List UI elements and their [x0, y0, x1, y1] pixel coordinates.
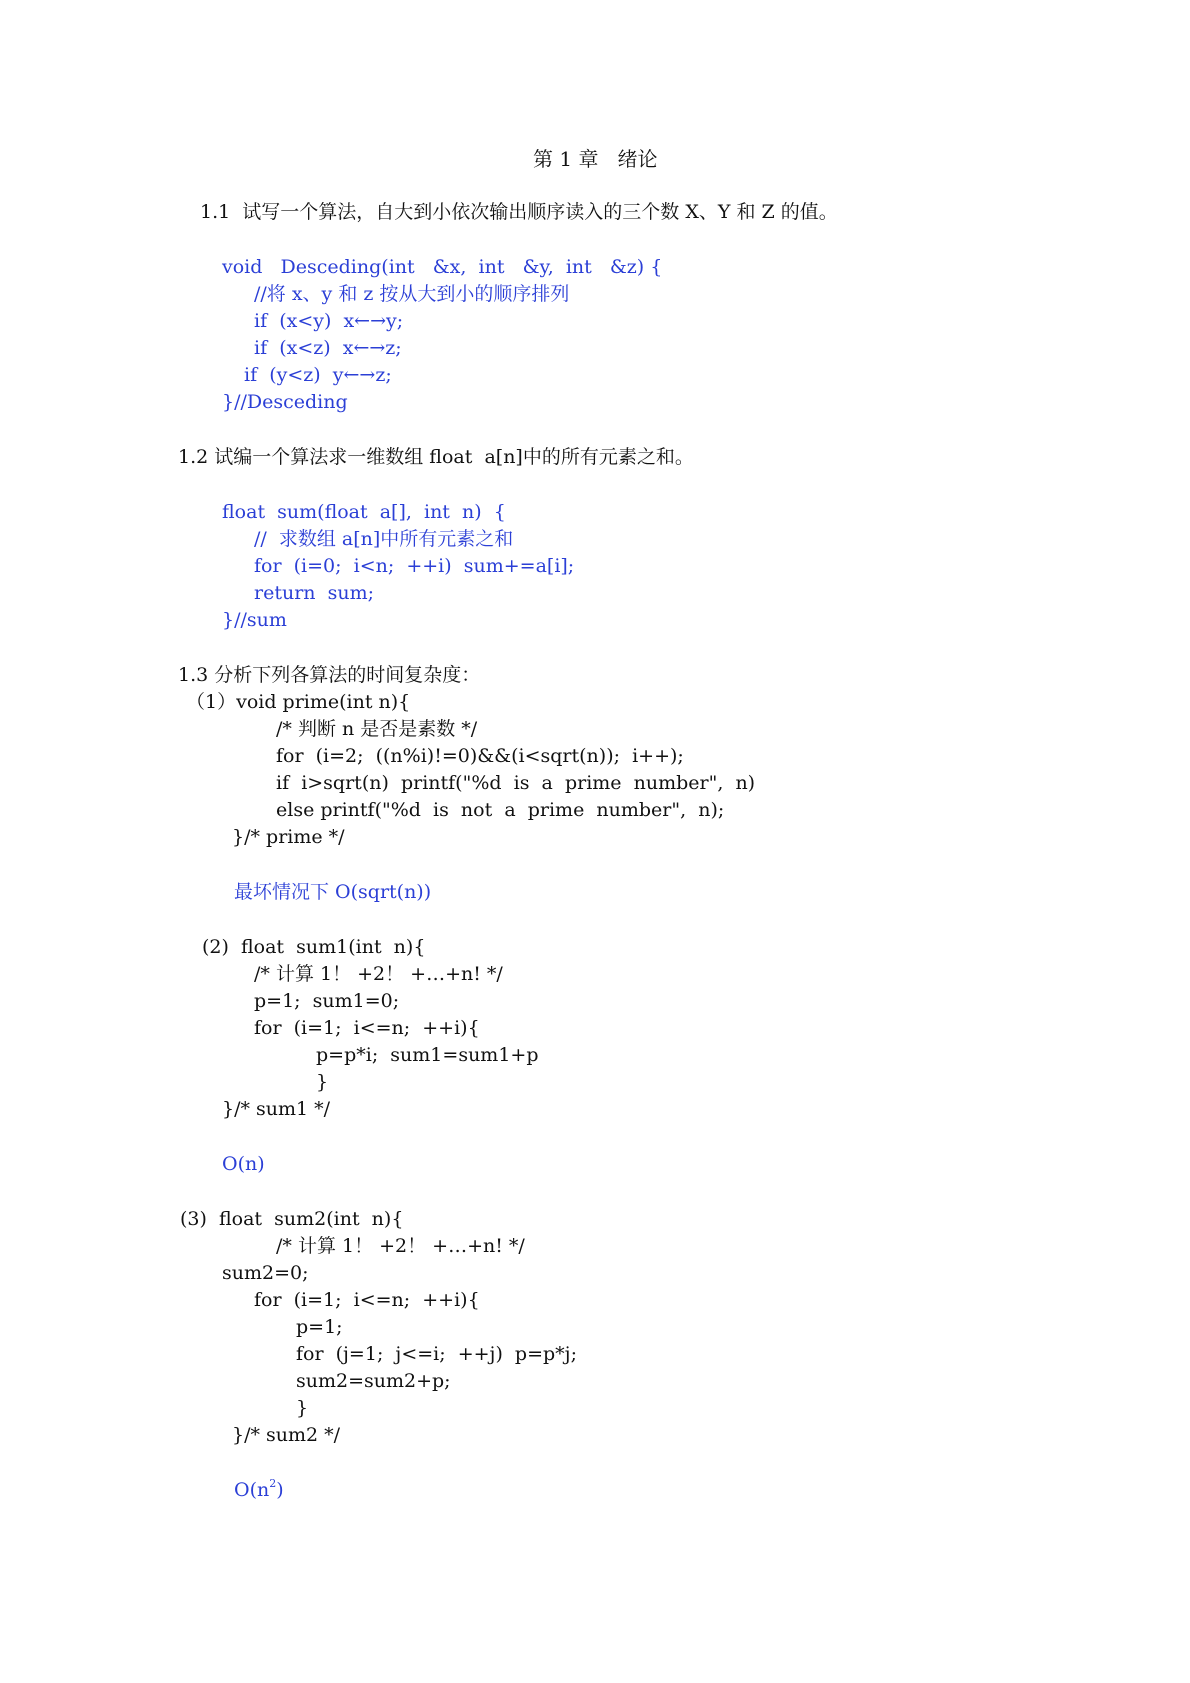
code-line: p=1; [296, 1316, 343, 1338]
code-line: for (j=1; j<=i; ++j) p=p*j; [296, 1343, 577, 1365]
code-line: }/* prime */ [232, 826, 345, 848]
code-line: if (y<z) y←→z; [244, 364, 392, 386]
code-line: if i>sqrt(n) printf("%d is a prime number", n) [276, 772, 756, 794]
code-comment: /* 判断 n 是否是素数 */ [276, 718, 478, 740]
complexity-answer-3 [234, 1478, 284, 1502]
answer-base: O(n [234, 1479, 270, 1501]
code-line: for (i=0; i<n; ++i) sum+=a[i]; [254, 555, 575, 577]
code-line: }/* sum1 */ [222, 1098, 331, 1120]
code-line: }//Desceding [222, 391, 348, 413]
question-1-3: 1.3 分析下列各算法的时间复杂度： [178, 664, 481, 686]
complexity-answer-1: 最坏情况下 O(sqrt(n)) [234, 881, 432, 903]
code-line: if (x<z) x←→z; [254, 337, 402, 359]
code-line: else printf("%d is not a prime number", n); [276, 799, 725, 821]
code-line: if (x<y) x←→y; [254, 310, 404, 332]
question-1-1: 1.1 试写一个算法，自大到小依次输出顺序读入的三个数 X、Y 和 Z 的值。 [200, 201, 838, 223]
code-line: (3) float sum2(int n){ [180, 1208, 404, 1230]
code-line: void Desceding(int &x, int &y, int &z) { [222, 256, 663, 278]
code-line: } [296, 1397, 309, 1419]
code-line: for (i=2; ((n%i)!=0)&&(i<sqrt(n)); i++); [276, 745, 684, 767]
code-line: p=1; sum1=0; [254, 990, 400, 1012]
code-comment: // 求数组 a[n]中所有元素之和 [254, 528, 514, 550]
code-comment: /* 计算 1！ +2！ +…+n! */ [254, 963, 503, 985]
code-line: (2) float sum1(int n){ [202, 936, 426, 958]
code-line: （1）void prime(int n){ [186, 691, 411, 713]
code-line: } [316, 1071, 329, 1093]
answer-exponent: 2 [269, 1476, 277, 1490]
code-line: sum2=0; [222, 1262, 309, 1284]
chapter-title: 第 1 章 绪论 [533, 147, 658, 171]
code-line: sum2=sum2+p; [296, 1370, 451, 1392]
question-1-2: 1.2 试编一个算法求一维数组 float a[n]中的所有元素之和。 [178, 446, 694, 468]
code-line: return sum; [254, 582, 375, 604]
code-line: for (i=1; i<=n; ++i){ [254, 1017, 480, 1039]
code-line: }/* sum2 */ [232, 1424, 341, 1446]
complexity-answer-2: O(n) [222, 1153, 265, 1175]
code-line: }//sum [222, 609, 287, 631]
answer-close: ) [276, 1479, 284, 1501]
code-line: for (i=1; i<=n; ++i){ [254, 1289, 480, 1311]
code-comment: //将 x、y 和 z 按从大到小的顺序排列 [254, 283, 570, 305]
code-line: p=p*i; sum1=sum1+p [316, 1044, 539, 1066]
code-comment: /* 计算 1！ +2！ +…+n! */ [276, 1235, 525, 1257]
code-line: float sum(float a[], int n) { [222, 501, 506, 523]
